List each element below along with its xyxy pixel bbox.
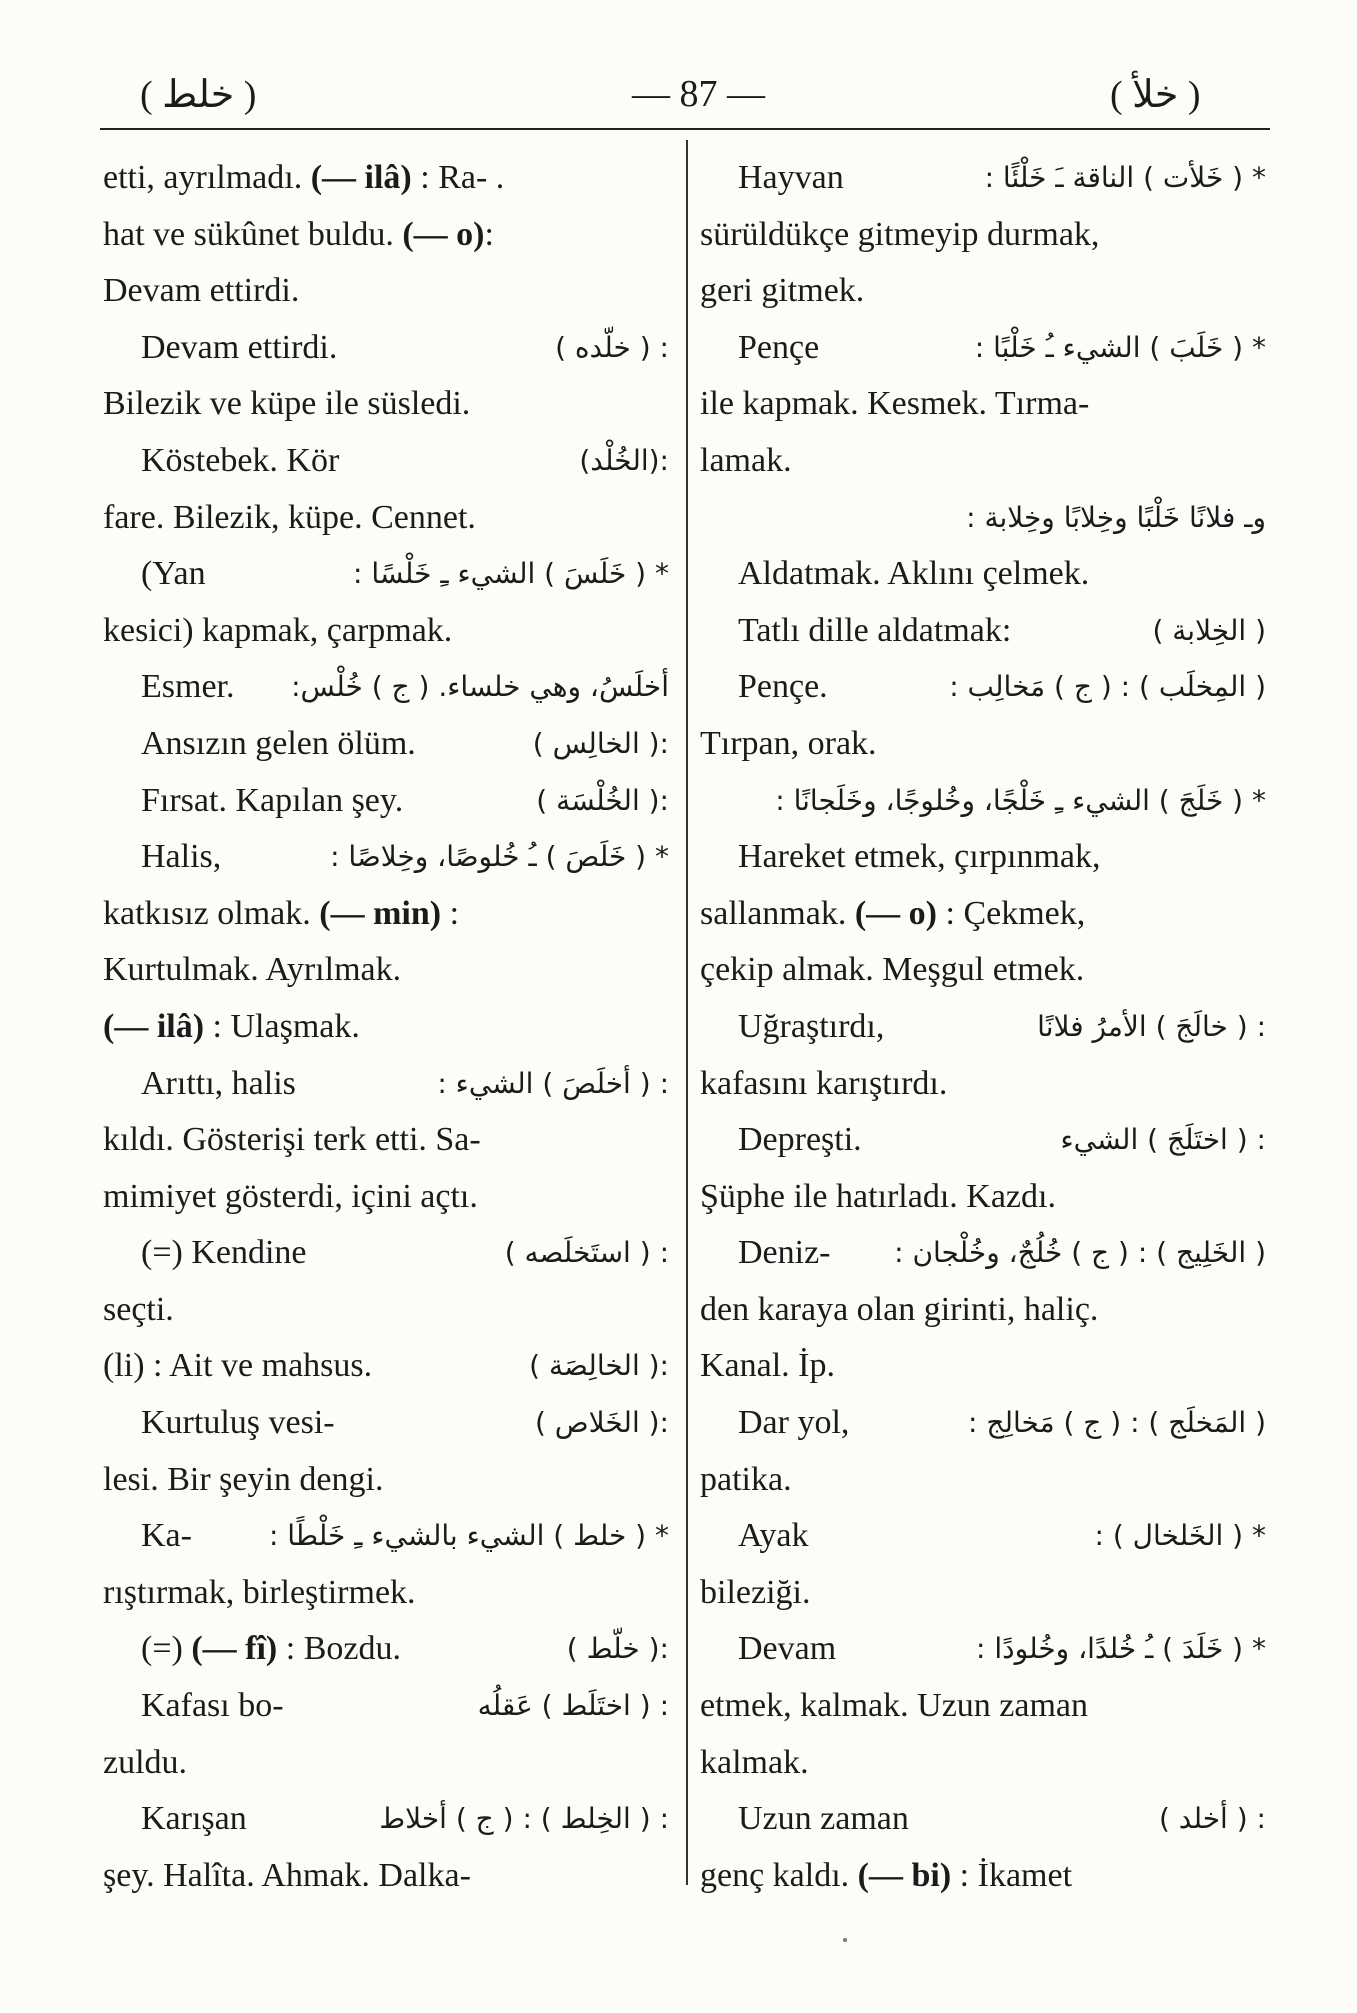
turkish-text: Kurtuluş vesi- [141,1404,335,1442]
turkish-text: Deniz- [738,1234,831,1272]
arabic-headword: : ( خلّده ) [555,330,669,364]
dictionary-line [700,829,1266,886]
turkish-text: lamak. [700,441,792,479]
dictionary-line [700,1395,1266,1452]
dictionary-line [103,490,669,547]
dictionary-line [103,207,669,264]
dictionary-line [103,150,669,207]
dictionary-line [700,659,1266,716]
dictionary-line [103,1848,669,1905]
dictionary-line [700,1735,1266,1792]
arabic-headword: * ( خَلَبَ ) الشيء ـُ خَلْبًا : [974,330,1266,364]
turkish-text: Bilezik ve küpe ile süsledi. [103,385,471,423]
turkish-text: Devam [738,1630,837,1668]
dictionary-line [103,829,669,886]
turkish-text: Ka- [141,1517,192,1555]
turkish-text: (— ilâ) : Ulaşmak. [103,1007,360,1045]
dictionary-line [103,433,669,490]
turkish-text: kıldı. Gösterişi terk etti. Sa- [103,1121,481,1159]
turkish-text: Uzun zaman [738,1800,909,1838]
header-rule [100,128,1270,130]
dictionary-line [103,1621,669,1678]
turkish-text: Kanal. İp. [700,1347,836,1385]
dictionary-line [103,942,669,999]
dictionary-line [700,320,1266,377]
turkish-text: etmek, kalmak. Uzun zaman [700,1687,1089,1725]
turkish-text: geri gitmek. [700,272,865,310]
arabic-headword: * ( الخَلخال ) : [1094,1519,1266,1553]
turkish-text: sürüldükçe gitmeyip durmak, [700,215,1100,253]
dictionary-line [700,490,1266,547]
dictionary-line [103,1565,669,1622]
turkish-text: çekip almak. Meşgul etmek. [700,951,1085,989]
turkish-text: patika. [700,1460,792,1498]
dictionary-line [103,1338,669,1395]
dictionary-line [700,263,1266,320]
turkish-text: kafasını karıştırdı. [700,1064,948,1102]
turkish-text: kesici) kapmak, çarpmak. [103,611,453,649]
arabic-headword: : ( اختَلَجَ ) الشيء [1060,1123,1266,1157]
arabic-headword: ( المِخلَب ) : ( ج ) مَخالِب : [949,670,1266,704]
dictionary-line [700,1112,1266,1169]
arabic-headword: : ( أخلد ) [1158,1802,1266,1836]
turkish-text: Şüphe ile hatırladı. Kazdı. [700,1177,1056,1215]
dictionary-line [103,886,669,943]
turkish-text: Ansızın gelen ölüm. [141,724,416,762]
dictionary-line [700,886,1266,943]
turkish-text: mimiyet gösterdi, içini açtı. [103,1177,478,1215]
dictionary-line [103,320,669,377]
turkish-text: rıştırmak, birleştirmek. [103,1573,416,1611]
dictionary-line [700,999,1266,1056]
turkish-text: Tırpan, orak. [700,724,877,762]
dictionary-line [700,1621,1266,1678]
turkish-text: bileziği. [700,1573,811,1611]
arabic-headword: أخلَسُ، وهي خلساء. ( ج ) خُلْس: [291,670,669,704]
dictionary-line [700,1056,1266,1113]
dictionary-line [700,207,1266,264]
dictionary-line [103,1112,669,1169]
dictionary-line [700,546,1266,603]
dictionary-line [700,603,1266,660]
dictionary-line [700,376,1266,433]
turkish-text: Devam ettirdi. [141,328,338,366]
arabic-headword: :( الخَلاص ) [534,1406,669,1440]
arabic-headword: :( خلّط ) [566,1632,669,1666]
dictionary-line [103,1678,669,1735]
arabic-headword: :(الخُلْد) [579,443,669,477]
arabic-headword: :( الخُلْسَة ) [536,783,669,817]
dictionary-line [700,1452,1266,1509]
turkish-text: Aldatmak. Aklını çelmek. [738,555,1090,593]
arabic-headword: * ( خَلَصَ ) ـُ خُلوصًا، وخِلاصًا : [330,840,669,874]
dictionary-line [700,1508,1266,1565]
dictionary-line [103,1735,669,1792]
arabic-headword: وـ فلانًا خَلْبًا وخِلابًا وخِلابة : [966,500,1266,534]
dictionary-line [700,1282,1266,1339]
turkish-text: şey. Halîta. Ahmak. Dalka- [103,1856,471,1894]
dictionary-line [103,376,669,433]
turkish-text: zuldu. [103,1743,188,1781]
turkish-text: Depreşti. [738,1121,862,1159]
turkish-text: Arıttı, halis [141,1064,296,1102]
header-right-entry: ( خلأ ) [1110,74,1201,116]
column-divider [686,140,688,1885]
dictionary-line [103,546,669,603]
arabic-headword: * ( خلط ) الشيء بالشيء ـِ خَلْطًا : [268,1519,669,1553]
speck-mark [843,1938,847,1942]
turkish-text: (=) (— fî) : Bozdu. [141,1630,401,1668]
turkish-text: Tatlı dille aldatmak: [738,611,1012,649]
dictionary-line [700,1338,1266,1395]
dictionary-line [700,1565,1266,1622]
dictionary-line [103,1169,669,1226]
dictionary-line [103,603,669,660]
dictionary-line [103,659,669,716]
turkish-text: kalmak. [700,1743,809,1781]
dictionary-line [103,999,669,1056]
turkish-text: Dar yol, [738,1404,850,1442]
turkish-text: den karaya olan girinti, haliç. [700,1290,1099,1328]
turkish-text: ile kapmak. Kesmek. Tırma- [700,385,1090,423]
turkish-text: hat ve sükûnet buldu. (— o): [103,215,494,253]
turkish-text: Karışan [141,1800,247,1838]
arabic-headword: ( الخِلابة ) [1152,613,1266,647]
dictionary-line [103,716,669,773]
arabic-headword: * ( خَلَسَ ) الشيء ـِ خَلْسًا : [353,557,669,591]
turkish-text: genç kaldı. (— bi) : İkamet [700,1856,1073,1894]
arabic-headword: : ( استَخلَصه ) [504,1236,669,1270]
arabic-headword: :( الخالِس ) [532,726,669,760]
turkish-text: Fırsat. Kapılan şey. [141,781,404,819]
turkish-text: Ayak [738,1517,809,1555]
turkish-text: Halis, [141,838,222,876]
turkish-text: Pençe. [738,668,828,706]
dictionary-line [700,773,1266,830]
arabic-headword: : ( الخِلط ) : ( ج ) أخلاط [379,1802,669,1836]
turkish-text: (=) Kendine [141,1234,307,1272]
dictionary-line [103,1056,669,1113]
dictionary-line [103,1791,669,1848]
dictionary-line [700,1848,1266,1905]
header-left-entry: ( خلط ) [140,74,257,116]
dictionary-line [700,1678,1266,1735]
turkish-text: seçti. [103,1290,174,1328]
turkish-text: etti, ayrılmadı. (— ilâ) : Ra- . [103,159,505,196]
dictionary-line [103,1508,669,1565]
turkish-text: Uğraştırdı, [738,1007,885,1045]
dictionary-line [103,263,669,320]
arabic-headword: : ( أخلَصَ ) الشيء : [437,1066,669,1100]
turkish-text: Devam ettirdi. [103,272,300,310]
arabic-headword: : ( اختَلَط ) عَقلُه [477,1689,669,1723]
arabic-headword: :( الخالِصَة ) [529,1349,669,1383]
dictionary-line [103,1282,669,1339]
dictionary-line [700,716,1266,773]
arabic-headword: * ( خَلَجَ ) الشيء ـِ خَلْجًا، وخُلوجًا، وخَلَجانًا : [775,783,1266,817]
turkish-text: Hareket etmek, çırpınmak, [738,838,1101,876]
dictionary-line [103,1225,669,1282]
arabic-headword: * ( خَلَدَ ) ـُ خُلدًا، وخُلودًا : [976,1632,1266,1666]
turkish-text: lesi. Bir şeyin dengi. [103,1460,384,1498]
dictionary-line [103,773,669,830]
turkish-text: Kurtulmak. Ayrılmak. [103,951,402,989]
arabic-headword: ( المَخلَج ) : ( ج ) مَخالِج : [968,1406,1266,1440]
turkish-text: Kafası bo- [141,1687,284,1725]
arabic-headword: ( الخَلِيج ) : ( ج ) خُلُجٌ، وخُلْجان : [894,1236,1266,1270]
arabic-headword: * ( خَلأت ) الناقة ـَ خَلْئًا : [984,161,1266,194]
turkish-text: katkısız olmak. (— min) : [103,894,460,932]
dictionary-line [700,150,1266,207]
dictionary-line [700,942,1266,999]
dictionary-line [103,1395,669,1452]
dictionary-line [700,1169,1266,1226]
dictionary-line [103,1452,669,1509]
turkish-text: (Yan [141,555,206,593]
turkish-text: Köstebek. Kör [141,441,340,479]
dictionary-line [700,1225,1266,1282]
dictionary-line [700,433,1266,490]
turkish-text: fare. Bilezik, küpe. Cennet. [103,498,476,536]
turkish-text: Pençe [738,328,820,366]
left-column [103,150,669,1904]
right-column [700,150,1266,1904]
dictionary-line [700,1791,1266,1848]
turkish-text: sallanmak. (— o) : Çekmek, [700,894,1086,932]
turkish-text: Hayvan [738,159,844,196]
page-number: — 87 — [632,73,765,115]
turkish-text: (li) : Ait ve mahsus. [103,1347,373,1385]
turkish-text: Esmer. [141,668,235,706]
arabic-headword: : ( خالَجَ ) الأمرُ فلانًا [1037,1009,1266,1043]
